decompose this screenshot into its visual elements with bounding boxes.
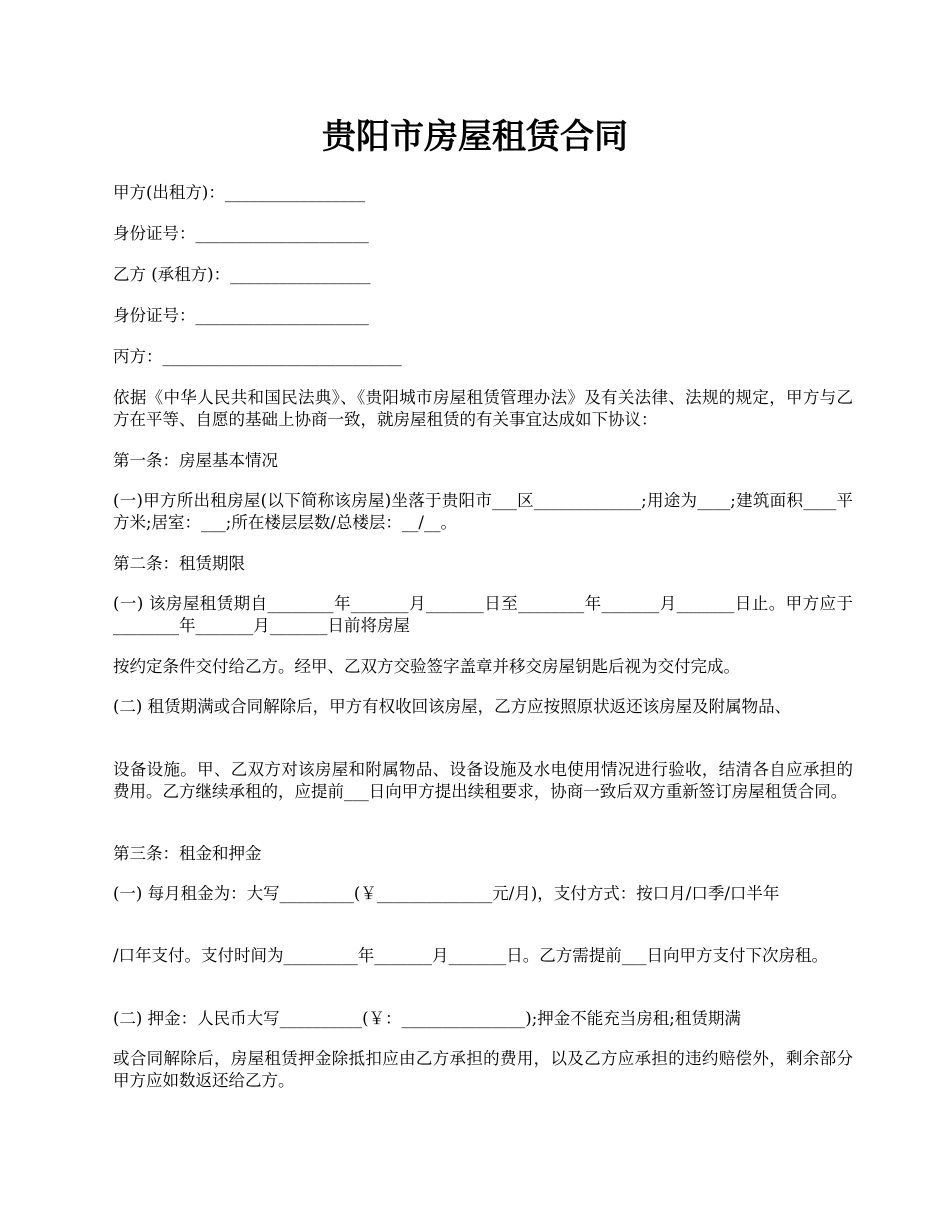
article-3-clause-2-continued: 或合同解除后，房屋租赁押金除抵扣应由乙方承担的费用，以及乙方应承担的违约赔偿外，剩余部分甲方应如数返还给乙方。 <box>113 1049 853 1090</box>
article-2-clause-2-continued: 设备设施。甲、乙双方对该房屋和附属物品、设备设施及水电使用情况进行验收，结清各自应承担的费用。乙方继续承租的，应提前___日向甲方提出续租要求，协商一致后双方重新签订房屋租赁合同。 <box>113 760 853 801</box>
article-3-clause-1: (一) 每月租金为：大写_________(￥______________元/月)，支付方式：按口月/口季/口半年 <box>113 884 780 903</box>
article-3-heading: 第三条：租金和押金 <box>113 844 262 863</box>
preamble-paragraph: 依据《中华人民共和国民法典》、《贵阳城市房屋租赁管理办法》及有关法律、法规的规定，甲方与乙方在平等、自愿的基础上协商一致，就房屋租赁的有关事宜达成如下协议： <box>113 388 853 429</box>
party-b-line: 乙方 (承租方)：_________________ <box>113 265 371 284</box>
article-2-clause-2: (二) 租赁期满或合同解除后，甲方有权收回该房屋，乙方应按照原状返还该房屋及附属物品、 <box>113 697 792 716</box>
party-b-id-line: 身份证号：_____________________ <box>113 306 369 325</box>
article-2-clause-1: (一) 该房屋租赁期自________年_______月_______日至________年_______月_______日止。甲方应于________年_______月_______日前将房屋 <box>113 594 853 635</box>
article-3-clause-1-continued: /口年支付。支付时间为_________年_______月_______日。乙方需提前___日向甲方支付下次房租。 <box>113 946 829 965</box>
party-a-line: 甲方(出租方)：_________________ <box>113 183 366 202</box>
article-2-heading: 第二条：租赁期限 <box>113 554 245 573</box>
party-a-id-line: 身份证号：_____________________ <box>113 224 369 243</box>
article-3-clause-2: (二) 押金：人民币大写__________(￥：_______________);押金不能充当房租;租赁期满 <box>113 1009 741 1028</box>
page-title: 贵阳市房屋租赁合同 <box>322 117 628 157</box>
article-2-clause-1-continued: 按约定条件交付给乙方。经甲、乙双方交验签字盖章并移交房屋钥匙后视为交付完成。 <box>113 657 740 676</box>
party-c-line: 丙方：_____________________________ <box>113 347 402 366</box>
article-1-heading: 第一条：房屋基本情况 <box>113 451 278 470</box>
article-1-clause-1: (一)甲方所出租房屋(以下简称该房屋)坐落于贵阳市___区_____________;用途为____;建筑面积____平方米;居室：___;所在楼层层数/总楼层：__/__。 <box>113 491 853 532</box>
